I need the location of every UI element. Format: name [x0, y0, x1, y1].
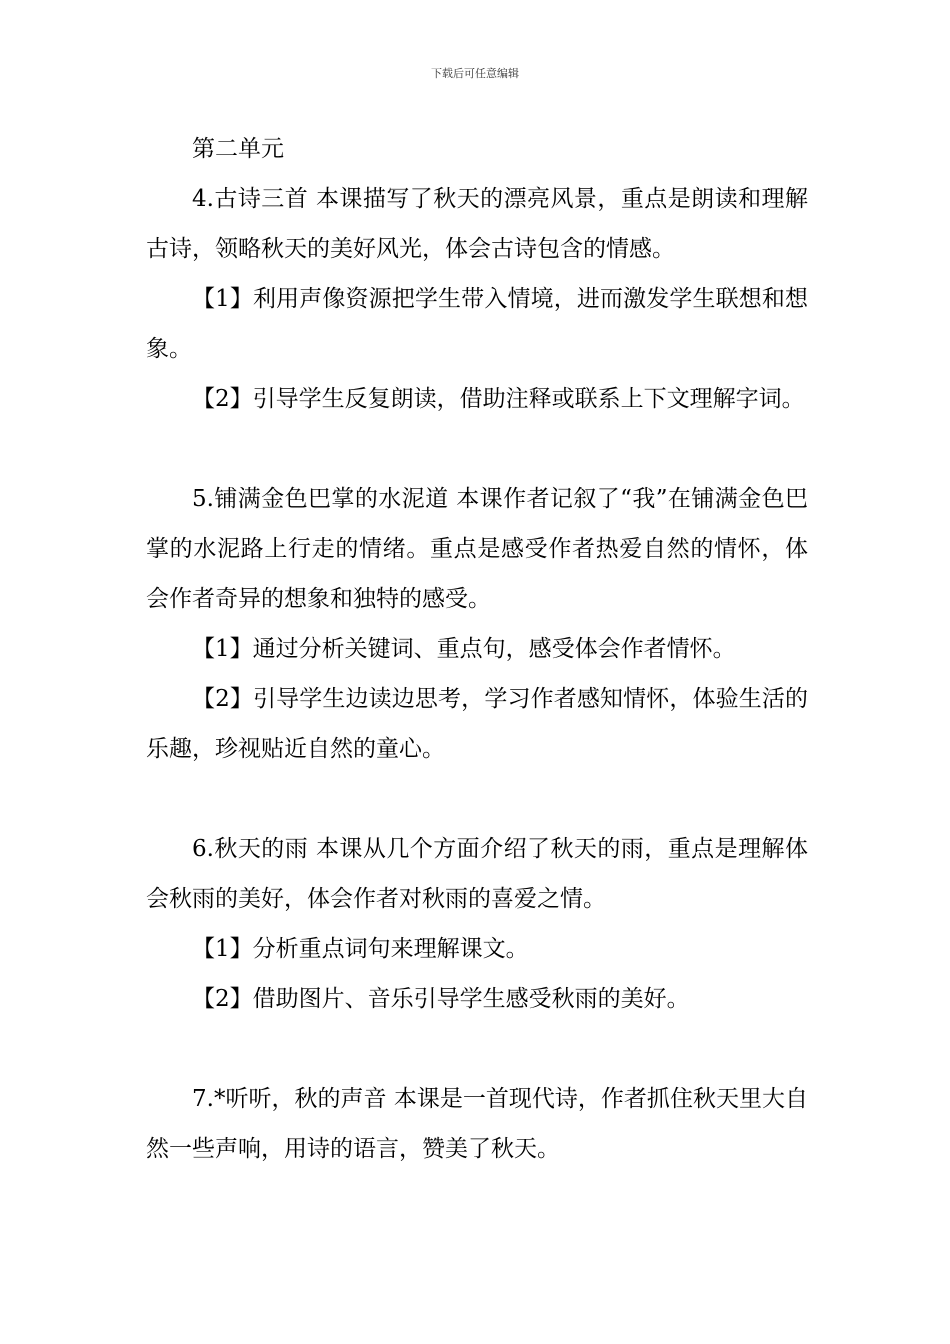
paragraph-gap: [146, 424, 808, 474]
lesson-6-intro: 6.秋天的雨 本课从几个方面介绍了秋天的雨，重点是理解体会秋雨的美好，体会作者对秋雨的喜爱之情。: [146, 836, 808, 912]
unit-title: 第二单元: [192, 136, 284, 162]
lesson-4-point-2: 【2】引导学生反复朗读，借助注释或联系上下文理解字词。: [192, 386, 805, 412]
lesson-4-intro: 4.古诗三首 本课描写了秋天的漂亮风景，重点是朗读和理解古诗，领略秋天的美好风光，体会古诗包含的情感。: [146, 186, 808, 262]
lesson-6-point-1: 【1】分析重点词句来理解课文。: [192, 936, 529, 962]
paragraph-gap: [146, 1024, 808, 1074]
lesson-4-point-1: 【1】利用声像资源把学生带入情境，进而激发学生联想和想象。: [146, 286, 808, 362]
lesson-7-intro: 7.*听听，秋的声音 本课是一首现代诗，作者抓住秋天里大自然一些声响，用诗的语言，赞美了秋天。: [146, 1086, 808, 1162]
document-body: [146, 124, 808, 1174]
paragraph-gap: [146, 774, 808, 824]
lesson-6-point-2: 【2】借助图片、音乐引导学生感受秋雨的美好。: [192, 986, 690, 1012]
lesson-5-point-2: 【2】引导学生边读边思考，学习作者感知情怀，体验生活的乐趣，珍视贴近自然的童心。: [146, 686, 808, 762]
lesson-5-point-1: 【1】通过分析关键词、重点句，感受体会作者情怀。: [192, 636, 736, 662]
lesson-5-intro: 5.铺满金色巴掌的水泥道 本课作者记叙了“我”在铺满金色巴掌的水泥路上行走的情绪。重点是感受作者热爱自然的情怀，体会作者奇异的想象和独特的感受。: [146, 486, 808, 612]
page-header-note: 下载后可任意编辑: [431, 67, 519, 80]
